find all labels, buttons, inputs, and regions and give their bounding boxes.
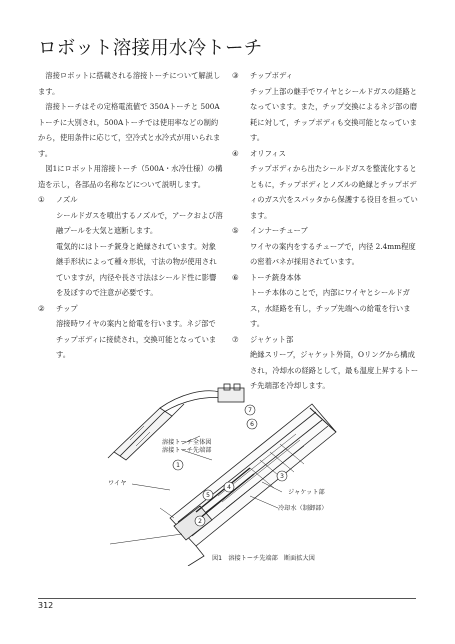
page-title: ロボット溶接用水冷トーチ	[38, 38, 263, 59]
part-marker: ①	[38, 195, 45, 204]
label-coolant: 冷却水（制御部）	[278, 505, 328, 512]
left-column	[38, 68, 223, 363]
part-item-orifice	[232, 146, 420, 224]
part-item-nozzle	[38, 192, 223, 301]
torch-cross-section-figure	[100, 378, 358, 566]
part-name: ジャケット部	[250, 334, 294, 344]
part-description: チップボディから出たシールドガスを整流化するとともに，チップボディとノズルの絶縁とチップボディのガス穴をスパッタから保護する役目を担っています。	[250, 164, 418, 220]
part-description: トーチ本体のことで，内部にワイヤとシールドガス，水経路を有し，チップ先端への給電を行います。	[250, 288, 411, 328]
torch-diagram	[100, 378, 358, 566]
intro-paragraph-3: 図1にロボット用溶接トーチ（500A・水冷仕様）の構造を示し，各部品の名称などについて説明します。	[38, 164, 223, 189]
part-name: オリフィス	[250, 148, 286, 158]
label-tip-section: 溶接トーチ先端部	[162, 447, 212, 454]
label-wire: ワイヤ	[108, 480, 127, 487]
part-item-tip	[38, 301, 223, 363]
callout-3: 3	[280, 473, 284, 480]
part-description: チップ上部の継手でワイヤとシールドガスの経路となっています。また，チップ交換によるネジ部の磨耗に対して，チップボディも交換可能となっています。	[250, 86, 418, 142]
intro-paragraph-1: 溶接ロボットに搭載される溶接トーチについて解説します。	[38, 71, 221, 96]
callout-6: 6	[250, 421, 254, 428]
part-marker: ⑤	[232, 226, 239, 235]
part-item-inner-tube	[232, 223, 420, 270]
intro-paragraph-2: 溶接トーチはその定格電流値で 350Aトーチと 500Aトーチに大別され，500Aトーチでは使用率などの制約から，使用条件に応じて，空冷式と水冷式が用いられます。	[38, 102, 221, 158]
figure-caption: 図1 溶接トーチ先端部 断面拡大図	[212, 555, 315, 562]
part-name: ノズル	[56, 195, 78, 204]
page-number: 312	[38, 601, 54, 610]
part-marker: ⑥	[232, 272, 239, 282]
footer-divider	[38, 598, 416, 599]
label-jacket: ジャケット部	[288, 489, 325, 496]
callout-7: 7	[248, 407, 252, 414]
label-full-view: 溶接トーチ全体図	[162, 439, 212, 446]
part-description: 溶接時ワイヤの案内と給電を行います。ネジ部でチップボディに接続され，交換可能となっています。	[56, 319, 217, 359]
part-name: チップ	[56, 303, 78, 313]
part-description: シールドガスを噴出するノズルで，アークおよび溶融プールを大気と遮断します。	[56, 210, 223, 235]
part-name: チップボディ	[250, 71, 293, 80]
part-marker: ③	[232, 71, 239, 80]
part-description: 絶縁スリーブ，ジャケット外筒，Oリングから構成され，冷却水の経路として，最も温度上昇するトーチ先端部を冷却します。	[250, 350, 419, 390]
part-marker: ④	[232, 148, 239, 158]
part-description: ワイヤの案内をするチューブで，内径 2.4mm程度の密着バネが採用されています。	[250, 241, 416, 266]
part-description-extra: 電気的にはトーチ銃身と絶縁されています。対象継手形状によって種々形状，寸法の物が使用されていますが，内径や長さ寸法はシールド性に影響を及ぼすので注意が必要です。	[56, 241, 217, 297]
part-marker: ②	[38, 303, 45, 313]
callout-2: 2	[198, 518, 202, 525]
part-name: インナーチューブ	[250, 226, 308, 235]
right-column	[232, 68, 420, 394]
callout-1: 1	[176, 462, 180, 469]
part-marker: ⑦	[232, 334, 239, 344]
part-item-tip-body	[232, 68, 420, 146]
callout-4: 4	[227, 484, 231, 491]
callout-5: 5	[206, 492, 210, 499]
part-name: トーチ銃身本体	[250, 272, 302, 282]
part-item-torch-body	[232, 270, 420, 332]
